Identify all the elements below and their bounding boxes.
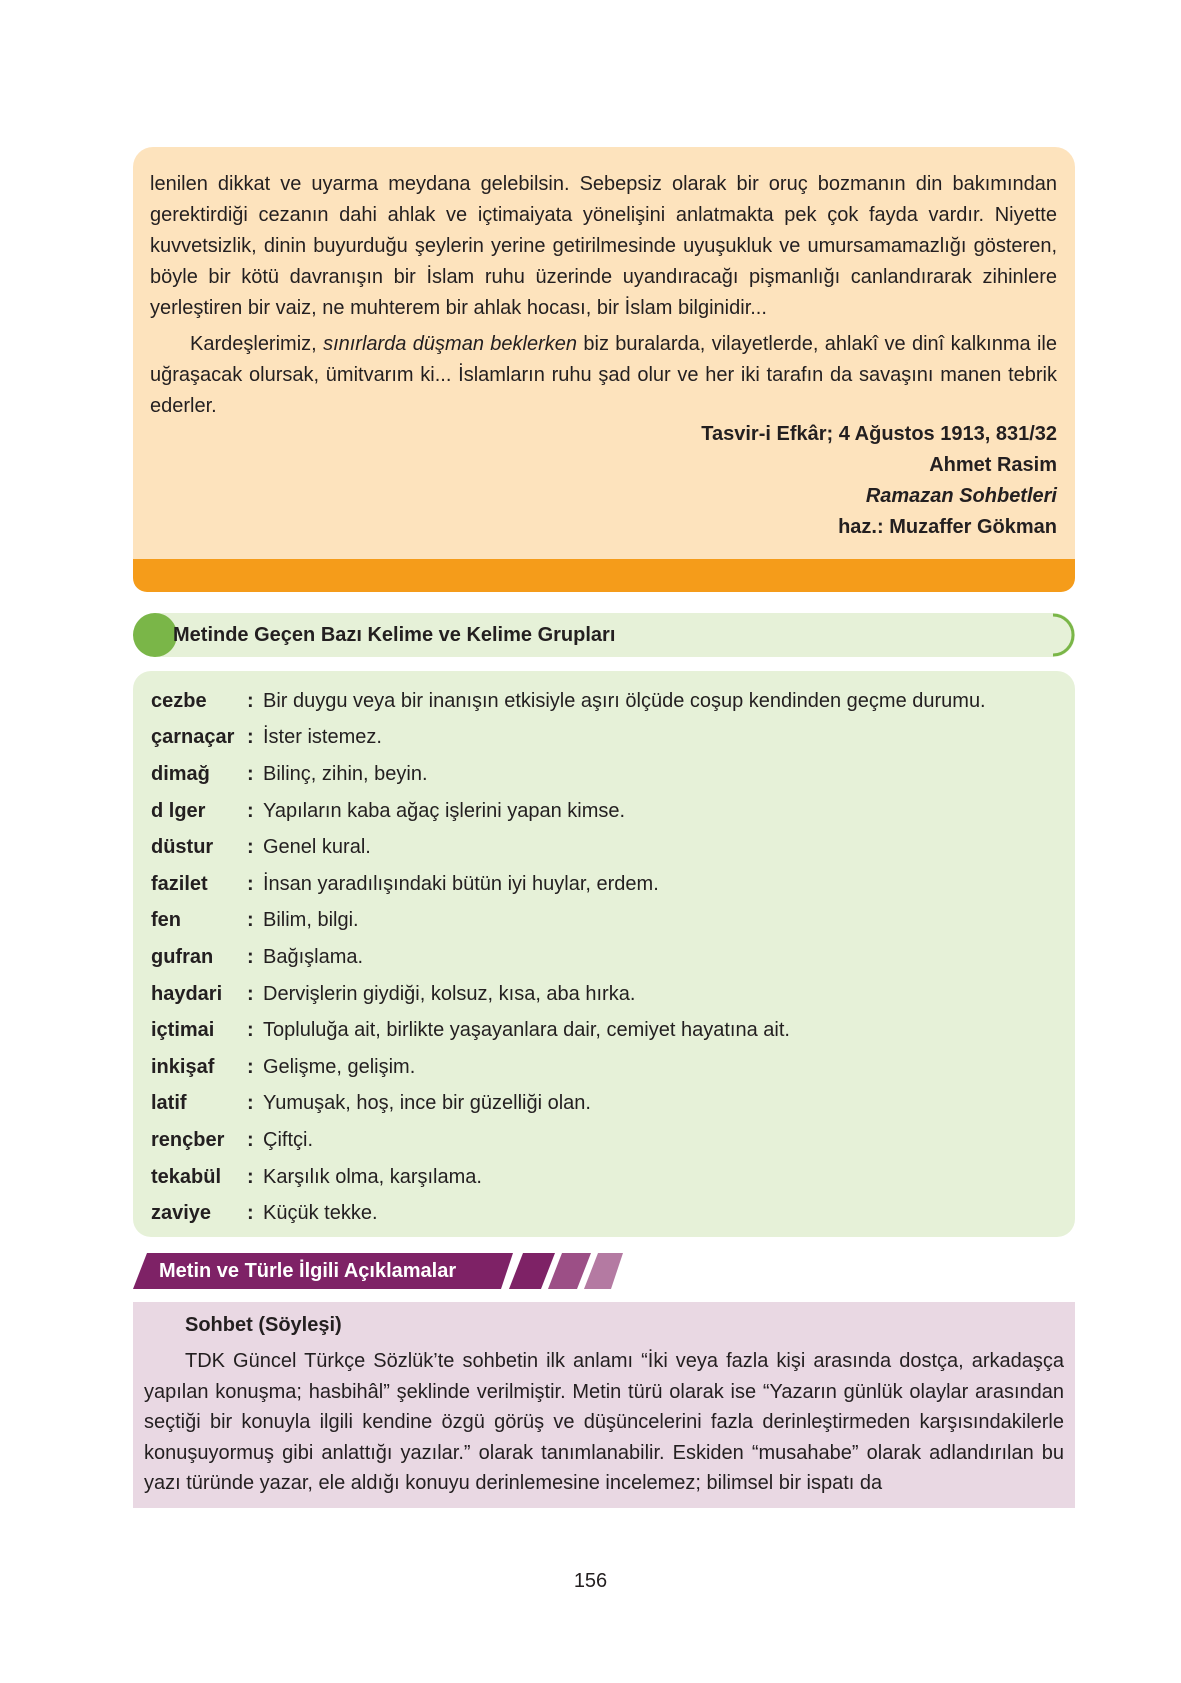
vocab-row (151, 1049, 1057, 1086)
vocab-colon: : (247, 1019, 254, 1042)
vocab-row (151, 866, 1057, 903)
vocab-row (151, 939, 1057, 976)
vocab-definition: Bağışlama. (263, 945, 364, 968)
vocab-definition: Topluluğa ait, birlikte yaşayanlara dair, cemiyet hayatına ait. (263, 1019, 790, 1042)
vocab-term: fen (151, 909, 181, 932)
explanation-header (133, 1253, 623, 1289)
vocab-row (151, 829, 1057, 866)
vocab-colon: : (247, 1092, 254, 1115)
vocab-row (151, 1012, 1057, 1049)
vocab-row (151, 903, 1057, 940)
vocab-definition: İnsan yaradılışındaki bütün iyi huylar, erdem. (263, 872, 659, 895)
explanation-text (144, 1310, 1064, 1499)
vocab-colon: : (247, 836, 254, 859)
vocab-box (133, 671, 1075, 1237)
reading-paragraph-2-end: biz buralarda, vilayetlerde, ahlakî ve dinî kalkınma ile uğraşacak olursak, ümitvarım ki... İslamların ruhu şad olur ve her iki tarafın da savaşını manen tebrik ederler. (150, 333, 1057, 417)
vocab-colon: : (247, 1055, 254, 1078)
vocab-term: çarnaçar (151, 726, 235, 749)
vocab-row (151, 1195, 1057, 1232)
source-author: Ahmet Rasim (929, 454, 1057, 476)
reading-paragraph-1: lenilen dikkat ve uyarma meydana gelebilsin. Sebepsiz olarak bir oruç bozmanın din bakımından gerektirdiği cezanın dahi ahlak ve içtimaiyata yönelişini anlatmakta pek çok fayda vardır. Niyette kuvvetsizlik, dinin buyurduğu şeylerin yerine getirilmesinde uyuşukluk ve umursamamazlığı gösteren, böyle bir kötü davranışın bir İslam ruhu üzerinde uyandıracağı pişmanlığı canlandırarak zihinlere yerleştiren bir vaiz, ne muhterem bir ahlak hocası, bir İslam bilginidir... (150, 173, 1057, 319)
vocab-term: gufran (151, 945, 214, 968)
vocab-colon: : (247, 982, 254, 1005)
source-editor: haz.: Muzaffer Gökman (838, 516, 1057, 538)
vocab-term: tekabül (151, 1165, 222, 1188)
vocab-term: inkişaf (151, 1055, 215, 1078)
orange-band (133, 559, 1075, 592)
explanation-box (133, 1302, 1075, 1508)
vocab-definition: Küçük tekke. (263, 1202, 378, 1225)
vocab-term: d lger (151, 799, 206, 822)
green-arc-icon (1049, 613, 1077, 657)
vocab-row (151, 683, 1057, 720)
vocab-colon: : (247, 945, 254, 968)
vocab-term: latif (151, 1092, 187, 1115)
vocab-term: haydari (151, 982, 223, 1005)
vocab-definition: Bir duygu veya bir inanışın etkisiyle aşırı ölçüde coşup kendinden geçme durumu. (263, 689, 986, 712)
vocab-row (151, 976, 1057, 1013)
vocab-term: cezbe (151, 689, 207, 712)
vocab-colon: : (247, 1165, 254, 1188)
green-circle-icon (133, 613, 177, 657)
vocab-row (151, 756, 1057, 793)
vocab-colon: : (247, 1202, 254, 1225)
reading-paragraph-2-start: Kardeşlerimiz, (190, 333, 324, 355)
vocab-definition: Dervişlerin giydiği, kolsuz, kısa, aba hırka. (263, 982, 636, 1005)
source-book: Ramazan Sohbetleri (865, 485, 1057, 507)
vocab-term: içtimai (151, 1019, 215, 1042)
reading-paragraph-2 (150, 329, 1057, 422)
source-citation (701, 419, 1057, 543)
vocab-list (151, 683, 1057, 1232)
vocab-term: fazilet (151, 872, 208, 895)
vocab-definition: Gelişme, gelişim. (263, 1055, 416, 1078)
vocab-colon: : (247, 1128, 254, 1151)
vocab-row (151, 720, 1057, 757)
vocab-row (151, 1159, 1057, 1196)
vocab-term: zaviye (151, 1202, 212, 1225)
source-publication: Tasvir-i Efkâr; 4 Ağustos 1913, 831/32 (701, 423, 1057, 445)
explanation-subtitle: Sohbet (Söyleşi) (185, 1314, 342, 1336)
vocab-colon: : (247, 726, 254, 749)
vocab-row (151, 1086, 1057, 1123)
reading-box (133, 147, 1075, 559)
vocab-term: dimağ (151, 762, 210, 785)
vocab-title: Metinde Geçen Bazı Kelime ve Kelime Grupları (173, 624, 616, 646)
vocab-colon: : (247, 762, 254, 785)
vocab-definition: İster istemez. (263, 726, 382, 749)
vocab-header (133, 613, 1075, 657)
explanation-title: Metin ve Türle İlgili Açıklamalar (159, 1260, 457, 1282)
vocab-row (151, 1122, 1057, 1159)
vocab-definition: Bilinç, zihin, beyin. (263, 762, 428, 785)
vocab-definition: Yapıların kaba ağaç işlerini yapan kimse. (263, 799, 626, 822)
vocab-colon: : (247, 689, 254, 712)
vocab-definition: Bilim, bilgi. (263, 909, 359, 932)
vocab-colon: : (247, 909, 254, 932)
reading-paragraph-2-italic: sınırlarda düşman beklerken (323, 333, 578, 355)
page-number: 156 (573, 1570, 608, 1592)
vocab-term: düstur (151, 836, 214, 859)
vocab-term: rençber (151, 1128, 225, 1151)
vocab-definition: Genel kural. (263, 836, 371, 859)
vocab-definition: Karşılık olma, karşılama. (263, 1165, 482, 1188)
explanation-paragraph: TDK Güncel Türkçe Sözlük’te sohbetin ilk anlamı “İki veya fazla kişi arasında dostça, arkadaşça yapılan konuşma; hasbihâl” şeklinde verilmiştir. Metin türü olarak ise “Yazarın günlük olaylar arasından seçtiği bir konuyla ilgili kendine özgü görüş ve düşüncelerini fazla derinleştirmeden karşısındakilerle konuşuyormuş gibi anlattığı yazılar.” olarak tanımlanabilir. Eskiden “musahabe” olarak adlandırılan bu yazı türünde yazar, ele aldığı konuyu derinlemesine incelemez; bilimsel bir ispatı da (144, 1350, 1064, 1494)
vocab-definition: Çiftçi. (263, 1128, 313, 1151)
vocab-colon: : (247, 799, 254, 822)
vocab-row (151, 793, 1057, 830)
reading-text (150, 169, 1057, 427)
vocab-definition: Yumuşak, hoş, ince bir güzelliği olan. (263, 1092, 591, 1115)
vocab-colon: : (247, 872, 254, 895)
